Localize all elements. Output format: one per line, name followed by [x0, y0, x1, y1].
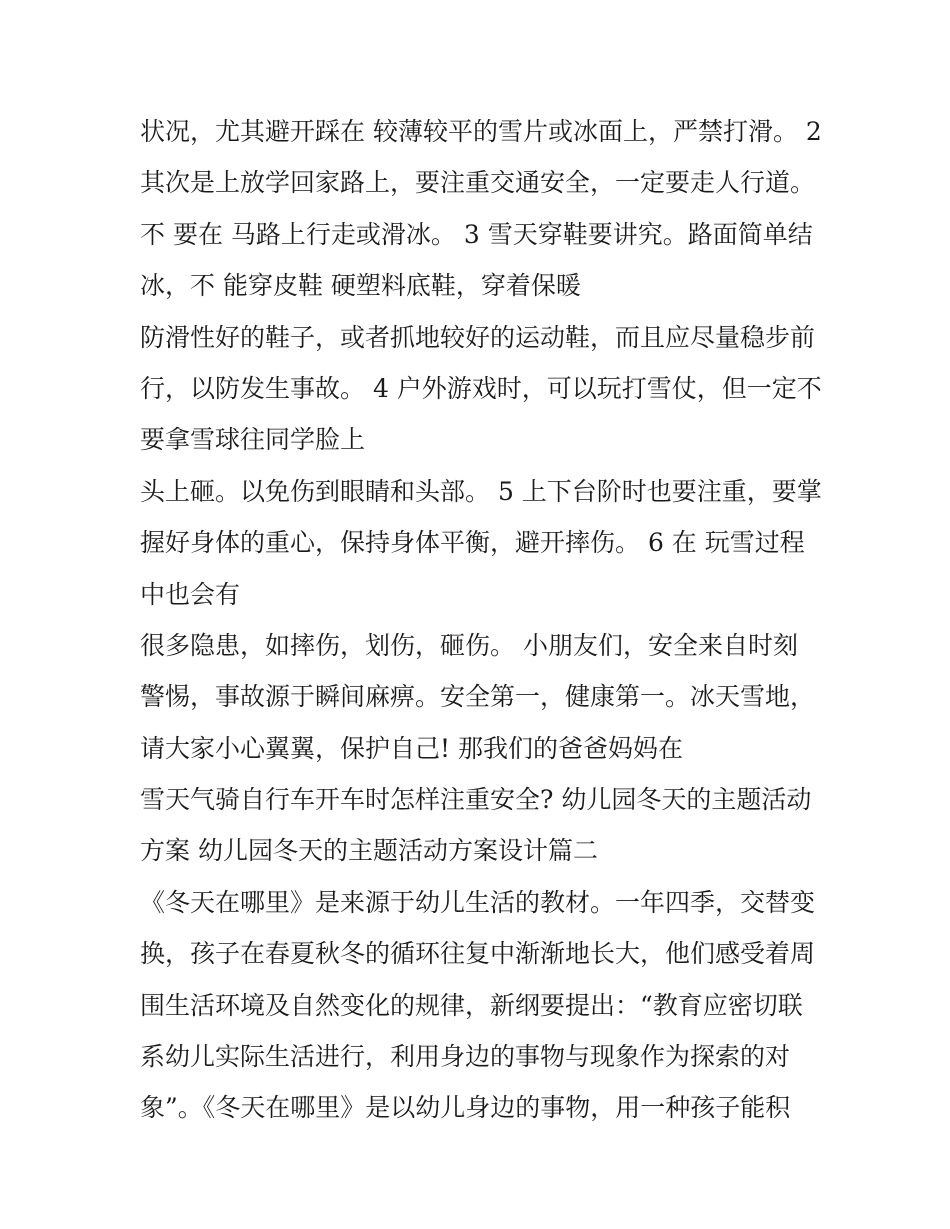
text-line-8: 头上砸。以免伤到眼睛和头部。 5 上下台阶时也要注重，要掌 [140, 476, 822, 506]
text-line-16: 《冬天在哪里》是来源于幼儿生活的教材。一年四季，交替变 [140, 887, 816, 917]
text-line-7: 要拿雪球往同学脸上 [140, 425, 366, 455]
text-line-6: 行，以防发生事故。 4 户外游戏时，可以玩打雪仗，但一定不 [140, 373, 822, 403]
text-line-20: 象”。《冬天在哪里》是以幼儿身边的事物，用一种孩子能积 [140, 1093, 791, 1123]
text-line-13: 请大家小心翼翼，保护自己! 那我们的爸爸妈妈在 [140, 733, 683, 763]
text-line-1: 状况，尤其避开踩在 较薄较平的雪片或冰面上，严禁打滑。 2 [140, 117, 822, 146]
text-line-17: 换，孩子在春夏秋冬的循环往复中渐渐地长大，他们感受着周 [140, 939, 816, 969]
text-line-14: 雪天气骑自行车开车时怎样注重安全? 幼儿园冬天的主题活动 [140, 785, 812, 815]
text-line-2: 其次是上放学回家路上，要注重交通安全，一定要走人行道。 [140, 168, 816, 198]
text-line-10: 中也会有 [140, 579, 241, 609]
text-line-4: 冰，不 能穿皮鞋 硬塑料底鞋，穿着保暖 [140, 271, 581, 301]
text-line-5: 防滑性好的鞋子，或者抓地较好的运动鞋，而且应尽量稳步前 [140, 322, 816, 352]
text-line-12: 警惕，事故源于瞬间麻痹。安全第一，健康第一。冰天雪地， [140, 682, 816, 712]
text-line-18: 围生活环境及自然变化的规律，新纲要提出：“教育应密切联 [140, 990, 803, 1020]
body-text [140, 106, 820, 1134]
text-line-15: 方案 幼儿园冬天的主题活动方案设计篇二 [140, 836, 598, 866]
text-line-19: 系幼儿实际生活进行，利用身边的事物与现象作为探索的对 [140, 1042, 791, 1072]
text-line-9: 握好身体的重心，保持身体平衡，避开摔伤。 6 在 玩雪过程 [140, 528, 805, 558]
text-line-3: 不 要在 马路上行走或滑冰。 3 雪天穿鞋要讲究。路面简单结 [140, 219, 813, 249]
text-line-11: 很多隐患，如摔伤，划伤，砸伤。 小朋友们，安全来自时刻 [140, 630, 798, 660]
